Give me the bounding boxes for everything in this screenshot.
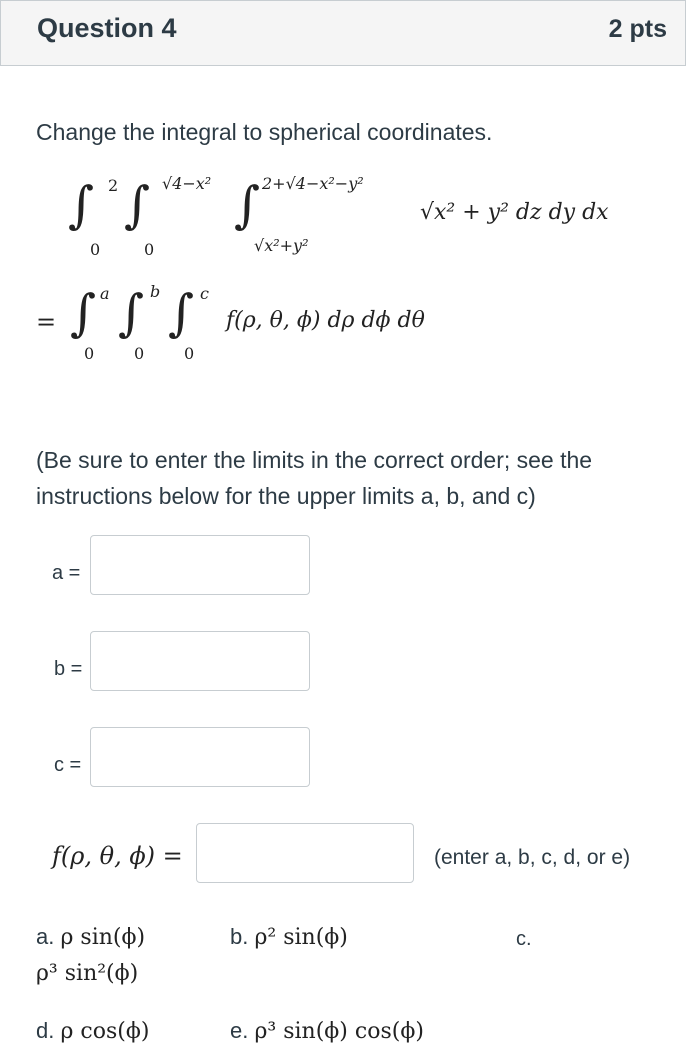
a-label: a = bbox=[52, 562, 81, 584]
choice-b-prefix: b. bbox=[230, 924, 249, 949]
lower-limit-3: 0 bbox=[184, 344, 195, 363]
upper-limit-a: a bbox=[100, 284, 110, 303]
choice-d-prefix: d. bbox=[36, 1018, 55, 1043]
integral-sign-middle: ∫ bbox=[124, 176, 151, 234]
question-header bbox=[0, 0, 686, 66]
choice-d-expr: ρ cos(ϕ) bbox=[60, 1019, 150, 1044]
choice-a-prefix: a. bbox=[36, 924, 55, 949]
upper-limit-c: c bbox=[200, 284, 209, 303]
choice-b-expr: ρ² sin(ϕ) bbox=[254, 925, 348, 950]
integral-sign-inner: ∫ bbox=[234, 176, 261, 234]
lower-limit-1: 0 bbox=[84, 344, 95, 363]
middle-upper-limit: √4−x² bbox=[162, 174, 212, 193]
choice-d bbox=[36, 1018, 149, 1044]
choice-e bbox=[230, 1018, 424, 1044]
choice-a-expr: ρ sin(ϕ) bbox=[60, 925, 146, 950]
integral-sign-2: ∫ bbox=[118, 284, 145, 342]
outer-upper-limit: 2 bbox=[108, 176, 119, 195]
choice-c bbox=[36, 960, 138, 986]
c-input[interactable] bbox=[90, 727, 310, 787]
choice-e-expr: ρ³ sin(ϕ) cos(ϕ) bbox=[254, 1019, 424, 1044]
integral-sign-3: ∫ bbox=[168, 284, 195, 342]
equals-sign: = bbox=[36, 308, 57, 336]
question-title: Question 4 bbox=[37, 13, 177, 43]
choice-c-expr: ρ³ sin²(ϕ) bbox=[36, 961, 139, 986]
integral-sign-outer: ∫ bbox=[68, 176, 95, 234]
inner-upper-limit: 2+√4−x²−y² bbox=[262, 174, 364, 193]
question-prompt: Change the integral to spherical coordinates. bbox=[36, 119, 493, 145]
f-label: f(ρ, θ, ϕ) = bbox=[52, 842, 183, 870]
integral-sign-1: ∫ bbox=[70, 284, 97, 342]
b-input[interactable] bbox=[90, 631, 310, 691]
c-label: c = bbox=[54, 754, 82, 776]
choice-b bbox=[230, 924, 348, 950]
a-input[interactable] bbox=[90, 535, 310, 595]
limits-instructions: (Be sure to enter the limits in the correct order; see the instructions below for the upper limits a, b, and c) bbox=[36, 447, 593, 509]
f-input[interactable] bbox=[196, 823, 414, 883]
f-hint: (enter a, b, c, d, or e) bbox=[434, 846, 631, 869]
spherical-integrand: f(ρ, θ, ϕ) dρ dϕ dθ bbox=[226, 308, 425, 333]
inner-lower-limit: √x²+y² bbox=[254, 236, 309, 255]
outer-lower-limit: 0 bbox=[90, 240, 101, 259]
choice-c-prefix: c. bbox=[516, 928, 532, 950]
upper-limit-b: b bbox=[150, 282, 161, 301]
choice-e-prefix: e. bbox=[230, 1018, 249, 1043]
question-points: 2 pts bbox=[608, 15, 667, 43]
lower-limit-2: 0 bbox=[134, 344, 145, 363]
cartesian-integrand: √x² + y² dz dy dx bbox=[420, 200, 609, 225]
choice-a bbox=[36, 924, 145, 950]
b-label: b = bbox=[54, 658, 83, 680]
middle-lower-limit: 0 bbox=[144, 240, 155, 259]
